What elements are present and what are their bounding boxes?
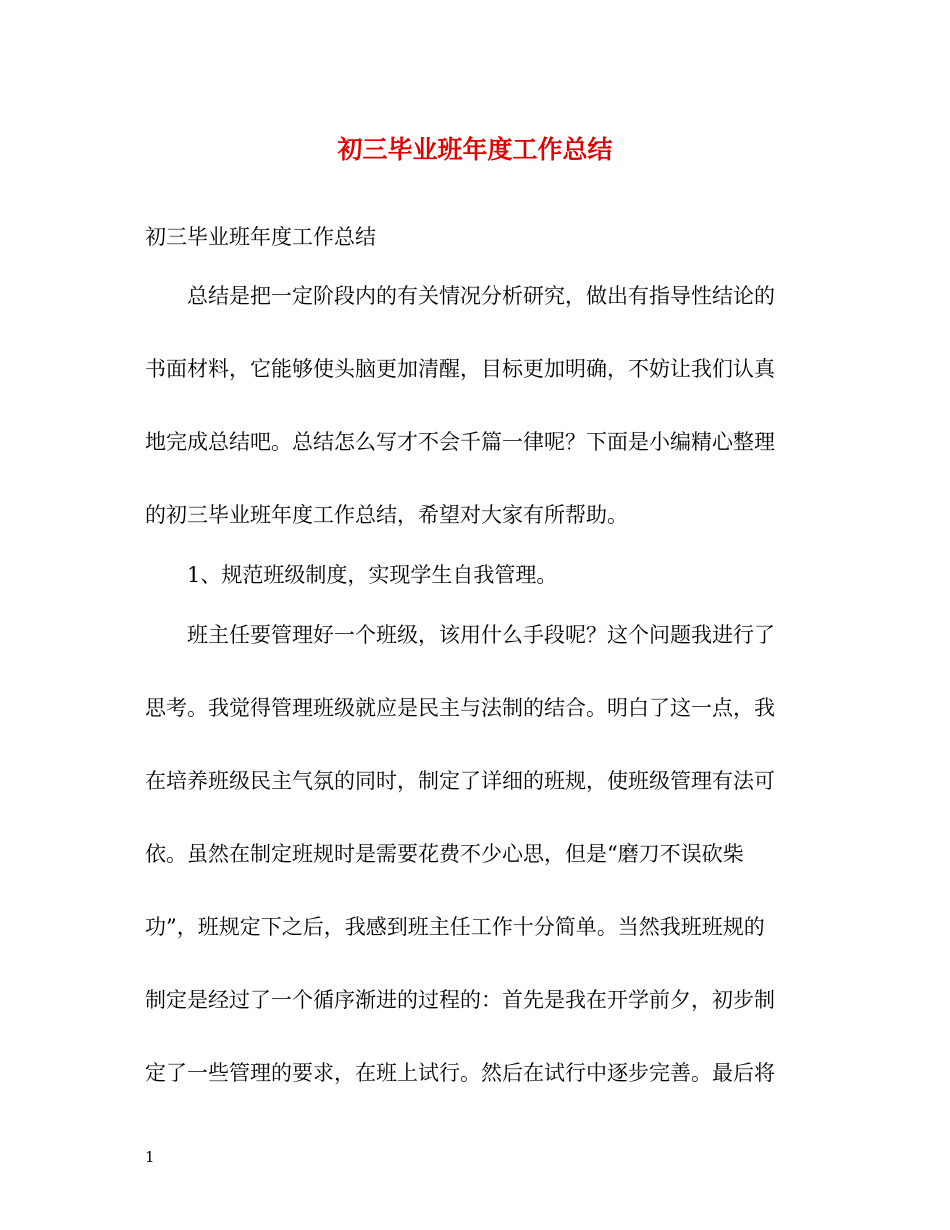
paragraph-line: 定了一些管理的要求，在班上试行。然后在试行中逐步完善。最后将 [145,1061,775,1085]
paragraph-line: 依。虽然在制定班规时是需要花费不少心思，但是“磨刀不误砍柴 [145,842,744,866]
paragraph-line: 思考。我觉得管理班级就应是民主与法制的结合。明白了这一点，我 [145,696,775,720]
section-heading: 1、规范班级制度，实现学生自我管理。 [187,563,558,587]
paragraph-line: 班主任要管理好一个班级，该用什么手段呢？这个问题我进行了 [187,623,775,647]
paragraph-line: 地完成总结吧。总结怎么写才不会千篇一律呢？下面是小编精心整理 [145,430,775,454]
paragraph-line: 书面材料，它能够使头脑更加清醒，目标更加明确，不妨让我们认真 [145,357,775,381]
paragraph-line: 功”，班规定下之后，我感到班主任工作十分简单。当然我班班规的 [145,915,765,939]
paragraph-line: 制定是经过了一个循序渐进的过程的：首先是我在开学前夕，初步制 [145,988,775,1012]
document-title: 初三毕业班年度工作总结 [337,135,613,164]
paragraph-line: 的初三毕业班年度工作总结，希望对大家有所帮助。 [145,503,628,527]
paragraph-line: 在培养班级民主气氛的同时，制定了详细的班规，使班级管理有法可 [145,769,775,793]
page-number: 1 [145,1148,155,1166]
paragraph-line: 总结是把一定阶段内的有关情况分析研究，做出有指导性结论的 [187,284,775,308]
document-subtitle: 初三毕业班年度工作总结 [145,225,376,249]
